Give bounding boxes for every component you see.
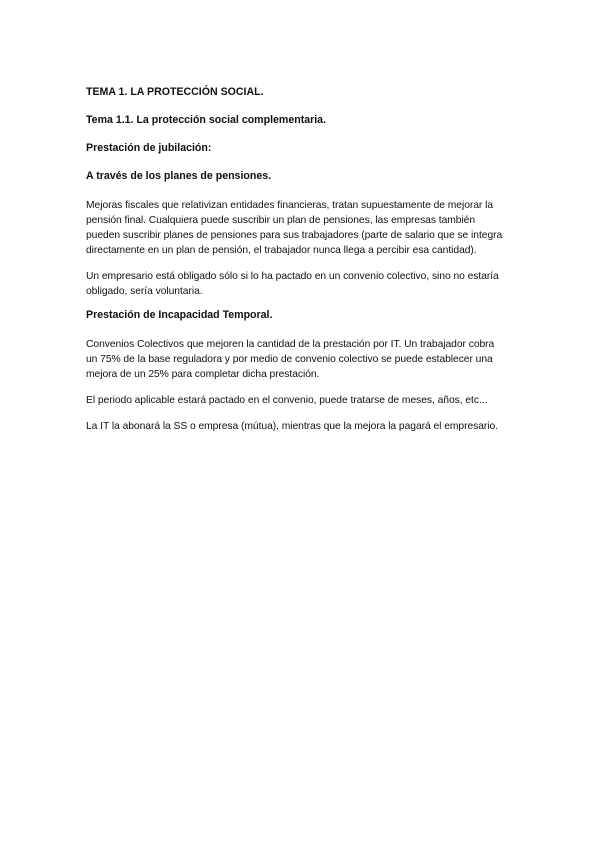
paragraph-line: El periodo aplicable estará pactado en el convenio, puede tratarse de meses, años, etc... xyxy=(86,395,488,406)
paragraph-line: pensión final. Cualquiera puede suscribir un plan de pensiones, las empresas también xyxy=(86,215,476,226)
paragraph-line: pueden suscribir planes de pensiones para sus trabajadores (parte de salario que se integra xyxy=(86,230,503,241)
paragraph-line: directamente en un plan de pensión, el trabajador nunca llega a percibir esa cantidad). xyxy=(86,245,477,256)
document-body xyxy=(86,86,541,434)
paragraph-line: Un empresario está obligado sólo si lo ha pactado en un convenio colectivo, sino no estaría xyxy=(86,271,499,282)
section-heading-it: Prestación de Incapacidad Temporal. xyxy=(86,309,273,321)
paragraph-line: Mejoras fiscales que relativizan entidades financieras, tratan supuestamente de mejorar la xyxy=(86,200,494,211)
paragraph-line: obligado, sería voluntaria. xyxy=(86,286,203,297)
section-heading-jubilacion: Prestación de jubilación: xyxy=(86,142,212,154)
paragraph-line: un 75% de la base reguladora y por medio de convenio colectivo se puede establecer una xyxy=(86,354,493,365)
paragraph-line: Convenios Colectivos que mejoren la cantidad de la prestación por IT. Un trabajador cobra xyxy=(86,339,495,350)
paragraph-empresario xyxy=(86,269,541,299)
paragraph-line: La IT la abonará la SS o empresa (mútua), mientras que la mejora la pagará el empresario. xyxy=(86,421,499,432)
document-title: TEMA 1. LA PROTECCIÓN SOCIAL. xyxy=(86,86,264,98)
paragraph-periodo xyxy=(86,393,541,408)
document-subtitle: Tema 1.1. La protección social complementaria. xyxy=(86,114,327,126)
paragraph-convenios xyxy=(86,337,541,382)
paragraph-line: mejora de un 25% para completar dicha prestación. xyxy=(86,369,320,380)
paragraph-planes xyxy=(86,198,541,258)
section-heading-planes: A través de los planes de pensiones. xyxy=(86,170,272,182)
paragraph-abono xyxy=(86,419,541,434)
